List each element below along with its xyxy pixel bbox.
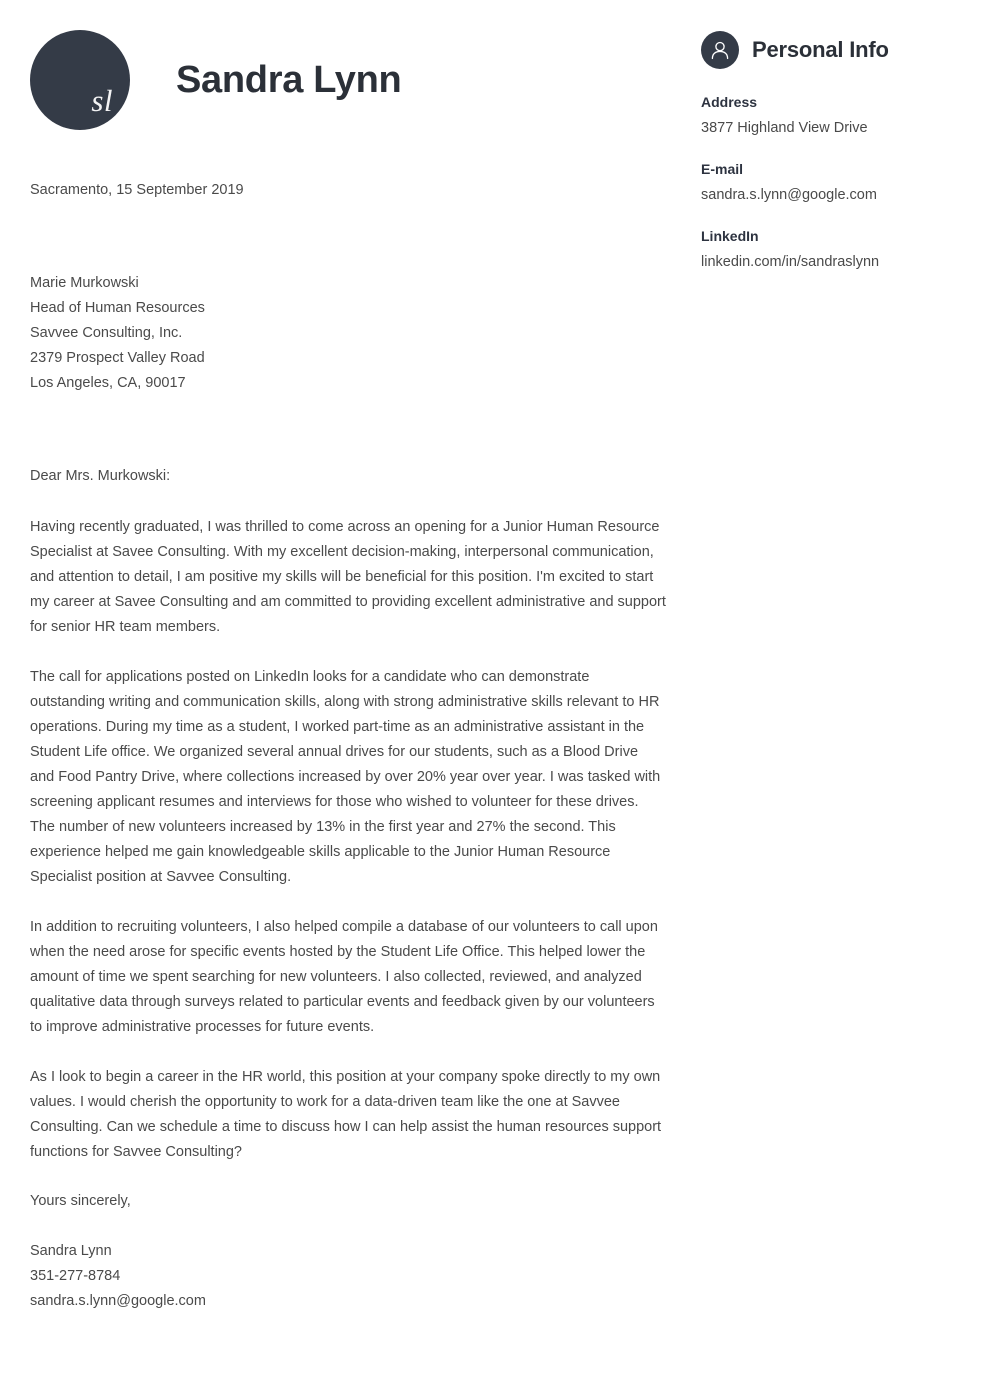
letter-paragraph: As I look to begin a career in the HR world, this position at your company spoke directly to my own values. I would cherish the opportunity to work for a data-driven team like the one at Savvee Consulting. Can we schedule a time to discuss how I can help assist the human resources support functions for Savvee Consulting?	[30, 1068, 662, 1160]
monogram-avatar	[30, 30, 130, 130]
info-value: 3877 Highland View Drive	[701, 120, 868, 136]
info-label: LinkedIn	[701, 227, 759, 244]
signature-name: Sandra Lynn	[30, 1242, 112, 1259]
signature-phone: 351-277-8784	[30, 1267, 121, 1284]
letter-body	[30, 515, 666, 1165]
info-value[interactable]: linkedin.com/in/sandraslynn	[701, 253, 880, 270]
info-item-address	[701, 92, 951, 140]
person-icon	[701, 31, 739, 69]
closing-phrase: Yours sincerely,	[30, 1192, 131, 1209]
info-item-linkedin	[701, 226, 951, 274]
letterhead	[30, 28, 666, 132]
personal-info-list	[701, 92, 951, 273]
monogram-text: sl	[91, 83, 113, 118]
recipient-line: Los Angeles, CA, 90017	[30, 374, 186, 391]
letter-paragraph: The call for applications posted on LinkedIn looks for a candidate who can demonstrate outstanding writing and communication skills, along with strong administrative skills relevant to HR operations. During my time as a student, I worked part-time as an administrative assistant in the Student Life office. We organized several annual drives for our students, such as a Blood Drive and Food Pantry Drive, where collections increased by over 20% year over year. I was tasked with screening applicant resumes and interviews for those who wished to volunteer for these drives. The number of new volunteers increased by 13% in the first year and 27% the second. This experience helped me gain knowledgeable skills applicable to the Junior Human Resource Specialist position at Savvee Consulting.	[30, 668, 661, 885]
letter-main-column	[30, 28, 666, 1314]
sidebar-header	[701, 30, 951, 70]
info-label: Address	[701, 94, 758, 110]
info-label: E-mail	[701, 160, 744, 177]
info-item-email	[701, 159, 951, 207]
sender-place-and-date: Sacramento, 15 September 2019	[30, 182, 244, 198]
recipient-line: Head of Human Resources	[30, 300, 205, 317]
letter-paragraph: Having recently graduated, I was thrilled to come across an opening for a Junior Human Resource Specialist at Savee Consulting. With my excellent decision-making, interpersonal communication, and attention to detail, I am positive my skills will be beneficial for this position. I'm excited to start my career at Savee Consulting and am committed to providing excellent administrative and support for senior HR team members.	[30, 518, 666, 635]
page-title: Sandra Lynn	[176, 58, 402, 101]
signature-block	[30, 1239, 666, 1314]
recipient-line: Savvee Consulting, Inc.	[30, 325, 183, 342]
sidebar-title: Personal Info	[752, 37, 889, 62]
salutation: Dear Mrs. Murkowski:	[30, 468, 171, 485]
personal-info-sidebar	[701, 30, 951, 292]
recipient-line: 2379 Prospect Valley Road	[30, 349, 205, 366]
signature-email: sandra.s.lynn@google.com	[30, 1292, 206, 1309]
recipient-line: Marie Murkowski	[30, 275, 139, 292]
letter-paragraph: In addition to recruiting volunteers, I also helped compile a database of our volunteers to call upon when the need arose for specific events hosted by the Student Life Office. This helped lower the amount of time we spent searching for new volunteers. I also collected, reviewed, and analyzed qualitative data through surveys related to particular events and feedback given by our volunteers to improve administrative processes for future events.	[30, 918, 658, 1035]
info-value[interactable]: sandra.s.lynn@google.com	[701, 186, 877, 203]
recipient-address-block	[30, 271, 666, 395]
